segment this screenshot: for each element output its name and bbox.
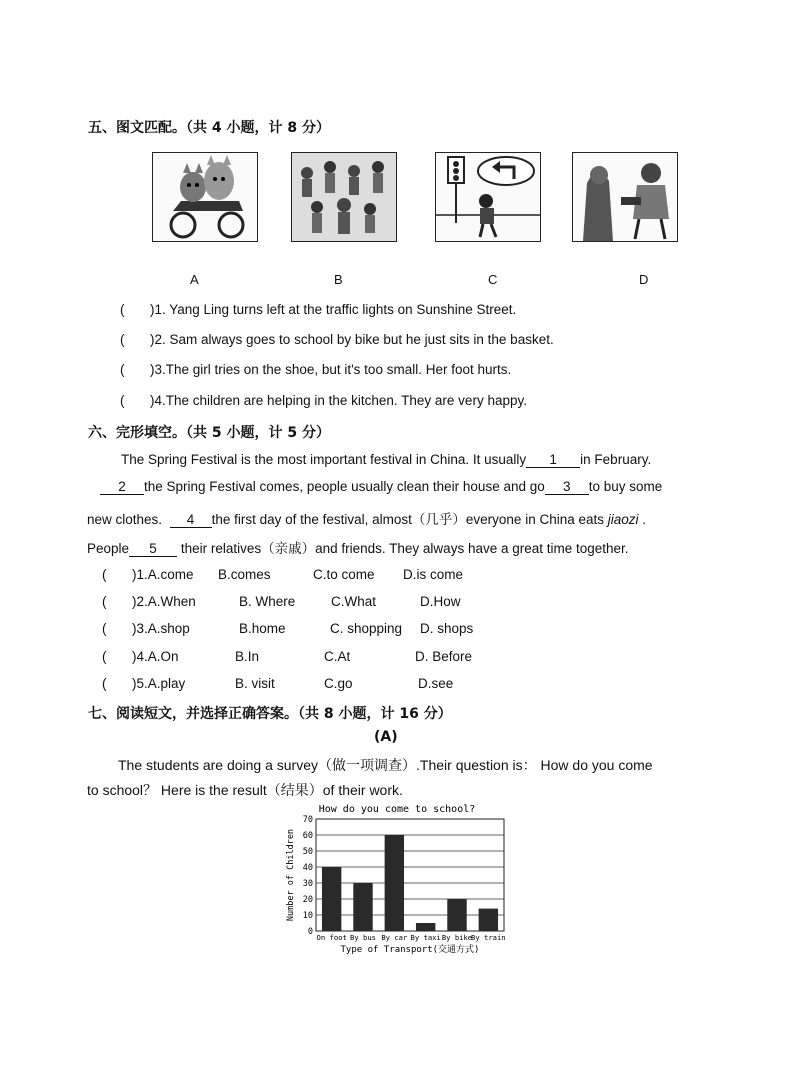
x-tick-label: By bus [350,933,376,942]
girl-trying-shoe-picture [572,152,678,242]
x-tick-label: By taxi [410,933,441,942]
cloze-blank-1[interactable]: 1 [526,452,580,468]
passage-line-3: new clothes. 4 the first day of the festival, almost（几乎）everyone in China eats jiaozi . [87,512,647,527]
y-tick-label: 70 [302,815,313,825]
bar-by-bike [447,899,466,931]
y-tick-label: 10 [302,911,313,921]
bar-on-foot [322,867,341,931]
plot-area [316,819,504,931]
passage-line-1: The Spring Festival is the most important festival in China. It usually 1 in February. [121,452,652,467]
x-ticks [317,933,506,942]
x-tick-label: On foot [316,933,347,942]
y-tick-label: 60 [302,831,313,841]
answer-paren[interactable]: ( [102,676,107,691]
cloze-question-1: ( )1.A.come B.comes C.to come D.is come [102,567,464,582]
bar-by-train [479,909,498,931]
y-ticks [303,815,313,937]
section7-title: 七、阅读短文，并选择正确答案。（共 8 小题，计 16 分） [88,706,452,722]
cloze-blank-3[interactable]: 3 [545,479,589,495]
section5-title: 五、图文匹配。（共 4 小题，计 8 分） [88,120,330,136]
passage-line-4: People 5 their relatives（亲戚）and friends. They always have a great time together. [87,541,629,556]
picture-label-a: A [190,272,199,287]
bar-by-car [385,835,404,931]
cloze-blank-2[interactable]: 2 [100,479,144,495]
answer-paren[interactable]: ( [120,362,125,377]
answer-paren[interactable]: ( [102,649,107,664]
bar-by-taxi [416,923,435,931]
answer-paren[interactable]: ( [120,393,125,408]
reading-line-2: to school？ Here is the result（结果）of their work. [87,782,403,798]
bar-by-bus [353,883,372,931]
match-item-2: ( )2. Sam always goes to school by bike but he just sits in the basket. [120,332,554,347]
picture-label-c: C [488,272,498,287]
answer-paren[interactable]: ( [102,567,107,582]
section7-subtitle: (A) [374,729,398,745]
section6-title: 六、完形填空。（共 5 小题，计 5 分） [88,425,330,441]
reading-line-1: The students are doing a survey（做一项调查）.Their question is： How do you come [118,757,653,773]
answer-paren[interactable]: ( [102,621,107,636]
match-item-1: ( )1. Yang Ling turns left at the traffic lights on Sunshine Street. [120,302,517,317]
picture-label-d: D [639,272,649,287]
crowd-picture [291,152,397,242]
picture-label-b: B [334,272,343,287]
y-tick-label: 50 [302,847,313,857]
answer-paren[interactable]: ( [120,302,125,317]
chart-x-label: Type of Transport(交通方式) [340,945,480,955]
cloze-question-2: ( )2.A.When B. Where C.What D.How [102,594,461,609]
cloze-blank-5[interactable]: 5 [129,541,177,557]
y-tick-label: 40 [302,863,313,873]
x-tick-label: By bike [441,933,473,942]
y-tick-label: 30 [302,879,313,889]
match-item-3: ( )3.The girl tries on the shoe, but it's too small. Her foot hurts. [120,362,512,377]
y-tick-label: 20 [302,895,313,905]
chart-title: How do you come to school? [318,804,476,815]
x-tick-label: By train [471,933,506,942]
cloze-question-4: ( )4.A.On B.In C.At D. Before [102,649,473,664]
traffic-light-turn-left-picture [435,152,541,242]
cloze-question-5: ( )5.A.play B. visit C.go D.see [102,676,454,691]
y-tick-label: 0 [307,927,313,937]
chart-y-label: Number of Children [286,828,296,922]
x-tick-label: By car [381,933,408,942]
match-item-4: ( )4.The children are helping in the kitchen. They are very happy. [120,393,527,408]
cat-on-motorbike-picture [152,152,258,242]
cloze-blank-4[interactable]: 4 [170,512,212,528]
passage-line-2: 2 the Spring Festival comes, people usually clean their house and go 3 to buy some [100,479,662,495]
transport-bar-chart [284,800,508,958]
answer-paren[interactable]: ( [102,594,107,609]
cloze-question-3: ( )3.A.shop B.home C. shopping D. shops [102,621,474,636]
answer-paren[interactable]: ( [120,332,125,347]
